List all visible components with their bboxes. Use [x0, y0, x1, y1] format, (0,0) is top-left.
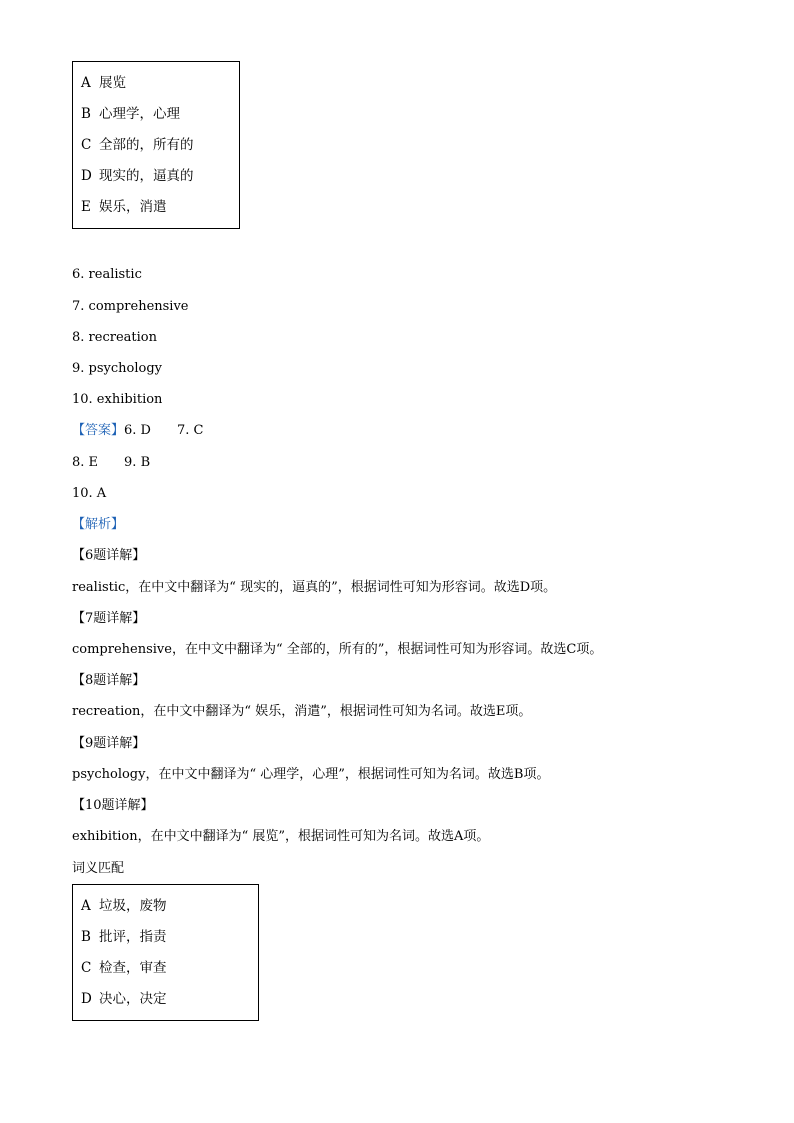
option-letter: C	[81, 137, 92, 153]
detail-text-7: comprehensive，在中文中翻译为“ 全部的，所有的”，根据词性可知为形容词。故选C项。	[72, 642, 603, 657]
option-item	[81, 136, 194, 154]
option-letter: A	[81, 75, 91, 91]
question-7: 7. comprehensive	[72, 299, 189, 314]
option-text: 批评，指责	[99, 929, 167, 945]
option-item	[81, 105, 180, 123]
option-item	[81, 198, 167, 216]
answer-row-2	[72, 454, 150, 472]
option-letter: B	[81, 106, 91, 122]
option-letter: B	[81, 929, 91, 945]
option-item	[81, 74, 126, 92]
analysis-label: 【解析】	[72, 517, 125, 532]
detail-text-9: psychology，在中文中翻译为“ 心理学，心理”，根据词性可知为名词。故选B项。	[72, 767, 550, 782]
answer-8: 8. E	[72, 455, 99, 470]
answer-label: 【答案】	[72, 423, 125, 438]
question-10: 10. exhibition	[72, 392, 163, 407]
option-item	[81, 897, 167, 915]
detail-heading-9: 【9题详解】	[72, 736, 146, 751]
section-title: 词义匹配	[72, 861, 125, 876]
option-text: 全部的，所有的	[99, 137, 194, 153]
option-item	[81, 928, 167, 946]
options-box-2	[72, 884, 259, 1021]
answer-9: 9. B	[124, 455, 151, 470]
detail-text-6: realistic，在中文中翻译为“ 现实的，逼真的”，根据词性可知为形容词。故选D项。	[72, 580, 557, 595]
option-letter: D	[81, 991, 92, 1007]
option-letter: E	[81, 199, 91, 215]
option-text: 心理学，心理	[99, 106, 180, 122]
option-letter: D	[81, 168, 92, 184]
option-text: 决心，决定	[99, 991, 167, 1007]
option-text: 检查，审查	[99, 960, 167, 976]
option-letter: C	[81, 960, 92, 976]
detail-heading-8: 【8题详解】	[72, 673, 146, 688]
option-text: 现实的，逼真的	[99, 168, 194, 184]
option-item	[81, 990, 167, 1008]
option-text: 展览	[99, 75, 126, 91]
detail-heading-7: 【7题详解】	[72, 611, 146, 626]
detail-heading-6: 【6题详解】	[72, 548, 146, 563]
option-item	[81, 959, 167, 977]
answer-row-1	[72, 422, 203, 440]
question-8: 8. recreation	[72, 330, 157, 345]
option-item	[81, 167, 194, 185]
question-6: 6. realistic	[72, 267, 142, 282]
options-box-1	[72, 61, 240, 229]
answer-6: 6. D	[124, 423, 151, 438]
answer-7: 7. C	[176, 423, 204, 438]
detail-heading-10: 【10题详解】	[72, 798, 154, 813]
detail-text-10: exhibition，在中文中翻译为“ 展览”，根据词性可知为名词。故选A项。	[72, 829, 490, 844]
detail-text-8: recreation，在中文中翻译为“ 娱乐，消遣”，根据词性可知为名词。故选E项。	[72, 704, 532, 719]
answer-10: 10. A	[72, 486, 107, 501]
option-text: 垃圾，废物	[99, 898, 167, 914]
question-9: 9. psychology	[72, 361, 163, 376]
option-text: 娱乐，消遣	[99, 199, 167, 215]
option-letter: A	[81, 898, 91, 914]
